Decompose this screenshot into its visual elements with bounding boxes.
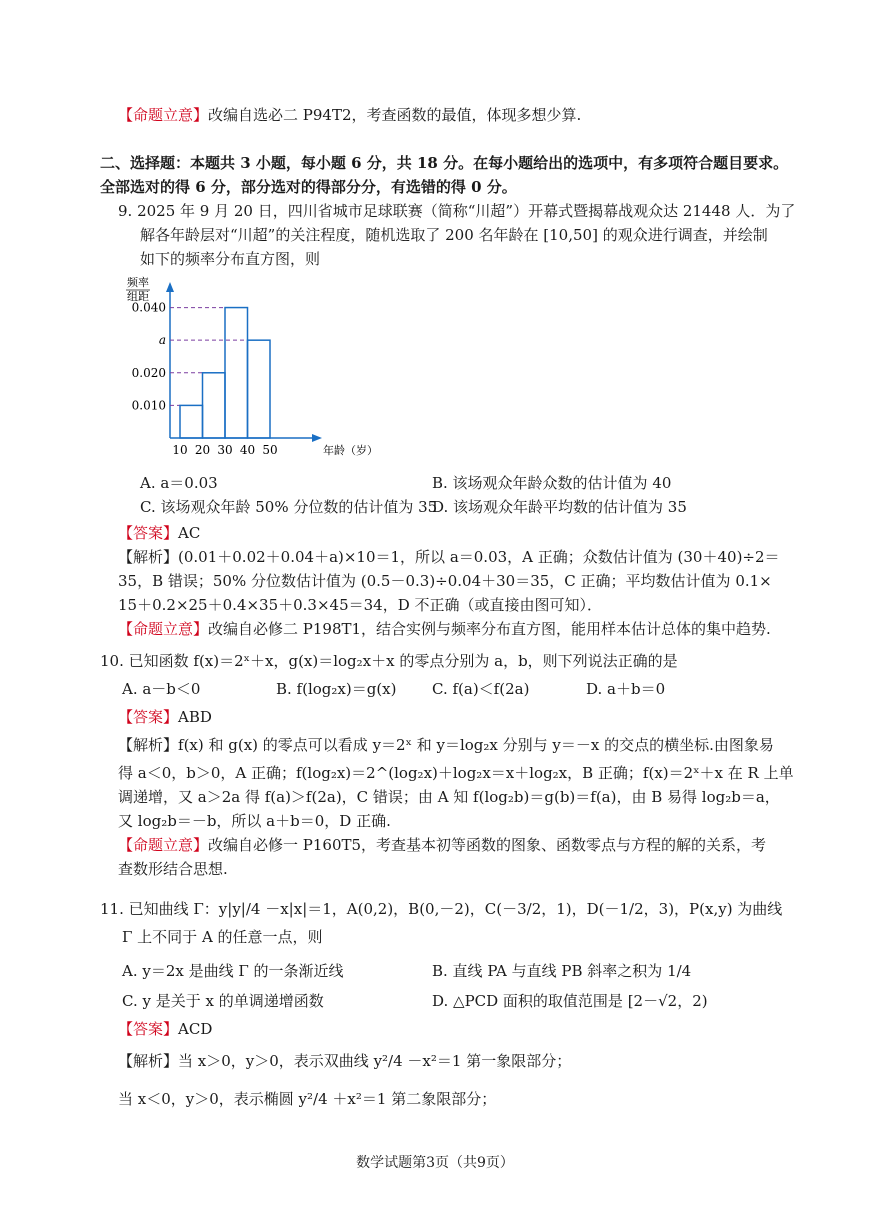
q11-option-d: D. △PCD 面积的取值范围是 [2－√2，2) (432, 992, 708, 1010)
section-heading-line2: 全部选对的得 6 分，部分选对的得部分分，有选错的得 0 分。 (100, 178, 517, 196)
q10-intent (118, 834, 766, 856)
answer-text: ABD (178, 708, 212, 726)
section-heading-line1: 二、选择题：本题共 3 小题，每小题 6 分，共 18 分。在每小题给出的选项中，有多项符合题目要求。 (100, 154, 789, 172)
intent-text: 改编自必修一 P160T5，考查基本初等函数的图象、函数零点与方程的解的关系，考 (208, 836, 767, 854)
y-axis-arrow (166, 282, 174, 292)
intent-text: 改编自选必二 P94T2，考查函数的最值，体现多想少算. (208, 106, 582, 124)
y-tick-label: a (158, 333, 166, 348)
q9-stem-2: 解各年龄层对“川超”的关注程度，随机选取了 200 名年龄在 [10,50] 的观众进行调查，并绘制 (140, 226, 768, 244)
q11-option-b: B. 直线 PA 与直线 PB 斜率之积为 1/4 (432, 962, 692, 980)
q10-analysis-3: 调递增，又 a＞2a 得 f(a)＞f(2a)，C 错误；由 A 知 f(log₂b)＝g(b)＝f(a)，由 B 易得 log₂b＝a， (118, 788, 780, 806)
q9-analysis-2: 35，B 错误；50% 分位数估计值为 (0.5－0.3)÷0.04＋30＝35，C 正确；平均数估计值为 0.1× (118, 572, 772, 590)
intent-tag: 【命题立意】 (118, 620, 209, 638)
q9-intent (118, 618, 771, 640)
q9-stem-3: 如下的频率分布直方图，则 (140, 250, 321, 268)
page-footer: 数学试题第3页（共9页） (356, 1155, 514, 1171)
analysis-tag: 【解析】 (118, 736, 179, 754)
q10-option-d: D. a＋b＝0 (586, 680, 666, 698)
x-axis-arrow (312, 434, 322, 442)
y-tick-label: 0.020 (131, 365, 166, 380)
q10-option-c: C. f(a)＜f(2a) (432, 680, 530, 698)
q11-option-c: C. y 是关于 x 的单调递增函数 (122, 992, 324, 1010)
histogram-bar-10-20 (180, 405, 203, 438)
y-label-top: 频率 (127, 276, 149, 289)
x-tick-label: 30 (217, 443, 233, 457)
q9-option-c: C. 该场观众年龄 50% 分位数的估计值为 35 (140, 498, 438, 516)
q10-intent-2: 查数形结合思想. (118, 860, 228, 878)
histogram-bar-20-30 (203, 373, 226, 438)
top-intent (118, 104, 581, 126)
q9-answer (118, 522, 200, 544)
analysis-text: 当 x＞0，y＞0，表示双曲线 y²/4 －x²＝1 第一象限部分； (178, 1052, 572, 1070)
q9-option-d: D. 该场观众年龄平均数的估计值为 35 (432, 498, 687, 516)
q11-option-a: A. y＝2x 是曲线 Γ 的一条渐近线 (122, 962, 344, 980)
analysis-tag: 【解析】 (118, 548, 179, 566)
frequency-histogram (120, 272, 378, 462)
q11-stem-2: Γ 上不同于 A 的任意一点，则 (122, 928, 323, 946)
x-axis-label: 年龄（岁） (323, 444, 378, 457)
q10-analysis-4: 又 log₂b＝－b，所以 a＋b＝0，D 正确. (118, 812, 391, 830)
q10-analysis-1 (118, 734, 774, 756)
q9-stem-1: 9. 2025 年 9 月 20 日，四川省城市足球联赛（简称“川超”）开幕式暨揭幕战观众达 21448 人．为了 (118, 202, 796, 220)
y-tick-label: 0.010 (131, 398, 166, 413)
intent-text: 改编自必修二 P198T1，结合实例与频率分布直方图，能用样本估计总体的集中趋势. (208, 620, 771, 638)
q9-analysis-3: 15＋0.2×25＋0.4×35＋0.3×45＝34，D 不正确（或直接由图可知）． (118, 596, 603, 614)
q10-analysis-2: 得 a＜0，b＞0，A 正确；f(log₂x)＝2^(log₂x)＋log₂x＝x＋log₂x，B 正确；f(x)＝2ˣ＋x 在 R 上单 (118, 764, 794, 782)
x-tick-label: 10 (172, 443, 188, 457)
y-tick-label: 0.040 (131, 300, 166, 315)
analysis-text: f(x) 和 g(x) 的零点可以看成 y＝2ˣ 和 y＝log₂x 分别与 y＝－x 的交点的横坐标.由图象易 (178, 736, 774, 754)
x-tick-label: 50 (262, 443, 278, 457)
intent-tag: 【命题立意】 (118, 106, 209, 124)
y-label-bottom: 组距 (127, 290, 149, 303)
analysis-text: (0.01＋0.02＋0.04＋a)×10＝1，所以 a＝0.03，A 正确；众数估计值为 (30＋40)÷2＝ (178, 548, 780, 566)
q9-analysis-1 (118, 546, 780, 568)
x-tick-label: 40 (239, 443, 256, 457)
q10-answer (118, 706, 212, 728)
q10-option-a: A. a－b＜0 (122, 680, 201, 698)
intent-tag: 【命题立意】 (118, 836, 209, 854)
histogram-bar-30-40 (225, 308, 248, 438)
q11-analysis-2: 当 x＜0，y＞0，表示椭圆 y²/4 ＋x²＝1 第二象限部分； (118, 1090, 497, 1108)
q11-stem-1: 11. 已知曲线 Γ：y|y|/4 －x|x|＝1，A(0,2)，B(0,－2)，C(－3/2，1)，D(－1/2，3)，P(x,y) 为曲线 (100, 900, 783, 918)
q9-option-a: A. a＝0.03 (140, 474, 218, 492)
analysis-tag: 【解析】 (118, 1052, 179, 1070)
q9-option-b: B. 该场观众年龄众数的估计值为 40 (432, 474, 672, 492)
histogram-bar-40-50 (248, 340, 271, 438)
answer-tag: 【答案】 (118, 708, 179, 726)
x-tick-label: 20 (194, 443, 211, 457)
q10-stem: 10. 已知函数 f(x)＝2ˣ＋x，g(x)＝log₂x＋x 的零点分别为 a，b，则下列说法正确的是 (100, 652, 678, 670)
answer-tag: 【答案】 (118, 524, 179, 542)
q10-option-b: B. f(log₂x)＝g(x) (276, 680, 397, 698)
q11-analysis-1 (118, 1050, 571, 1072)
q11-answer (118, 1018, 212, 1040)
answer-text: ACD (178, 1020, 213, 1038)
answer-text: AC (178, 524, 201, 542)
answer-tag: 【答案】 (118, 1020, 179, 1038)
